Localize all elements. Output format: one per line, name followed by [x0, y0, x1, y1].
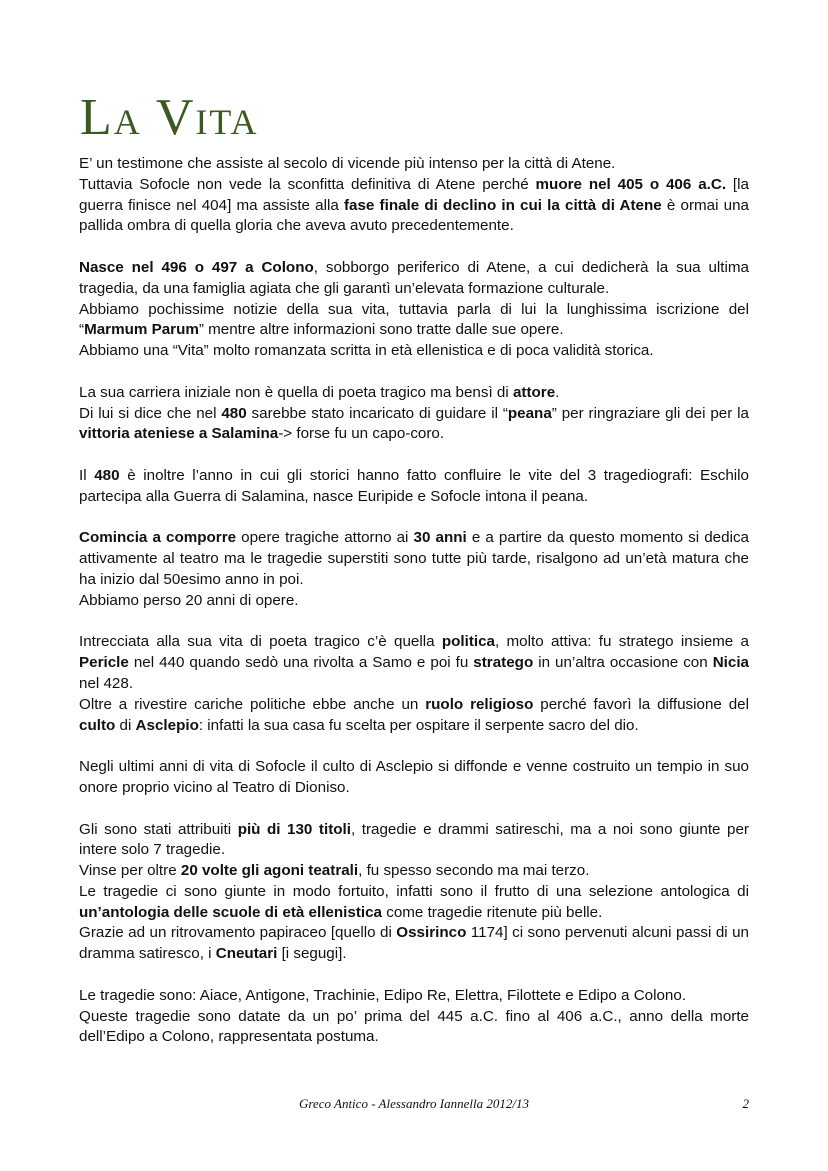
document-body — [79, 154, 749, 1069]
text-run: Negli ultimi anni di vita di Sofocle il culto di Asclepio si diffonde e venne costruito un tempio in suo onore proprio vicino al Teatro di Dioniso. — [79, 758, 749, 796]
bold-text: Nasce nel 496 o 497 a Colono — [79, 258, 314, 276]
text-run: [i segugi]. — [277, 945, 347, 963]
bold-text: Marmum Parum — [84, 321, 199, 339]
bold-text: Cneutari — [215, 945, 278, 963]
text-run: Abbiamo pochissime notizie della sua vita, tuttavia parla di lui la lunghissima iscrizione del “ — [79, 300, 749, 339]
text-run: ” mentre altre informazioni sono tratte dalle sue opere. — [198, 321, 564, 339]
text-run: è ormai una pallida ombra di quella gloria che aveva avuto precedentemente. — [79, 196, 749, 235]
bold-text: stratego — [473, 654, 534, 672]
text-run: La sua carriera iniziale non è quella di poeta tragico ma bensì di — [79, 383, 513, 401]
text-run: -> forse fu un capo-coro. — [278, 425, 445, 443]
text-run: Le tragedie sono: Aiace, Antigone, Trachinie, Edipo Re, Elettra, Filottete e Edipo a Colono. — [79, 986, 687, 1004]
text-run: in un’altra occasione con — [533, 654, 713, 672]
text-run: Abbiamo una “Vita” molto romanzata scritta in età ellenistica e di poca validità storica. — [79, 342, 654, 360]
paragraph — [79, 154, 749, 237]
text-run: , molto attiva: fu stratego insieme a — [495, 633, 749, 651]
text-run: Abbiamo perso 20 anni di opere. — [79, 591, 299, 609]
text-run: Queste tragedie sono datate da un po’ prima del 445 a.C. fino al 406 a.C., anno della morte dell’Edipo a Colono, rappresentata postuma. — [79, 1007, 749, 1046]
paragraph — [79, 466, 749, 508]
text-run: Vinse per oltre — [79, 862, 181, 880]
bold-text: attore — [512, 383, 556, 401]
text-run: Tuttavia Sofocle non vede la sconfitta definitiva di Atene perché — [79, 175, 536, 193]
text-run: [la guerra finisce nel 404] ma assiste alla — [79, 175, 749, 214]
bold-text: Comincia a comporre — [79, 529, 237, 547]
bold-text: 20 volte gli agoni teatrali — [180, 862, 359, 880]
text-run: , sobborgo periferico di Atene, a cui dedicherà la sua ultima tragedia, da una famiglia agiata che gli garantì un’elevata formazione culturale. — [79, 258, 749, 297]
bold-text: Asclepio — [135, 716, 199, 734]
bold-text: 480 — [221, 404, 247, 422]
text-run: Gli sono stati attribuiti — [79, 820, 238, 838]
text-run: Le tragedie ci sono giunte in modo fortuito, infatti sono il frutto di una selezione antologica di — [79, 882, 749, 900]
bold-text: Nicia — [712, 654, 749, 672]
bold-text: peana — [507, 404, 552, 422]
text-run: Oltre a rivestire cariche politiche ebbe anche un — [79, 695, 426, 713]
paragraph — [79, 757, 749, 799]
bold-text: politica — [441, 633, 496, 651]
text-run: è inoltre l’anno in cui gli storici hanno fatto confluire le vite del 3 tragediografi: Eschilo partecipa alla Guerra di Salamina, nasce Euripide e Sofocle intona il peana. — [79, 466, 749, 505]
page-title: La Vita — [80, 89, 259, 146]
text-run: Il — [79, 466, 95, 484]
bold-text: muore nel 405 o 406 a.C. — [535, 175, 727, 193]
page-footer — [79, 1096, 749, 1116]
footer-text: Greco Antico - Alessandro Iannella 2012/13 — [298, 1096, 529, 1111]
paragraph — [79, 632, 749, 736]
text-run: sarebbe stato incaricato di guidare il “ — [246, 404, 508, 422]
text-run: 1174] ci sono pervenuti alcuni passi di un dramma satiresco, i — [79, 924, 749, 963]
text-run: Di lui si dice che nel — [79, 404, 222, 422]
text-run: come tragedie ritenute più belle. — [382, 903, 603, 921]
bold-text: un’antologia delle scuole di età ellenistica — [79, 903, 382, 921]
page-number: 2 — [742, 1096, 749, 1111]
text-run: perché favorì la diffusione del — [533, 695, 749, 713]
text-run: di — [115, 716, 136, 734]
text-run: ” per ringraziare gli dei per la — [551, 404, 749, 422]
bold-text: 480 — [94, 466, 120, 484]
text-run: Intrecciata alla sua vita di poeta tragico c’è quella — [79, 633, 442, 651]
bold-text: Pericle — [79, 654, 129, 672]
text-run: nel 440 quando sedò una rivolta a Samo e poi fu — [128, 654, 474, 672]
text-run: Grazie ad un ritrovamento papiraceo [quello di — [79, 924, 397, 942]
paragraph — [79, 986, 749, 1048]
bold-text: fase finale di declino in cui la città di Atene — [343, 196, 662, 214]
paragraph — [79, 528, 749, 611]
paragraph — [79, 258, 749, 362]
paragraph — [79, 820, 749, 966]
text-run: : infatti la sua casa fu scelta per ospitare il serpente sacro del dio. — [198, 716, 639, 734]
text-run: opere tragiche attorno ai — [236, 529, 414, 547]
bold-text: vittoria ateniese a Salamina — [79, 425, 279, 443]
bold-text: culto — [79, 716, 116, 734]
text-run: , fu spesso secondo ma mai terzo. — [358, 862, 590, 880]
text-run: , tragedie e drammi satireschi, ma a noi sono giunte per intere solo 7 tragedie. — [79, 820, 749, 859]
bold-text: più di 130 titoli — [237, 820, 351, 838]
bold-text: Ossirinco — [396, 924, 467, 942]
text-run: E’ un testimone che assiste al secolo di vicende più intenso per la città di Atene. — [79, 155, 616, 172]
bold-text: ruolo religioso — [425, 695, 534, 713]
bold-text: 30 anni — [413, 529, 467, 547]
text-run: e a partire da questo momento si dedica attivamente al teatro ma le tragedie superstiti sono tutte più tarde, risalgono ad un’età matura che ha inizio dal 50esimo anno in poi. — [79, 529, 749, 588]
text-run: . — [555, 383, 560, 401]
paragraph — [79, 383, 749, 445]
text-run: nel 428. — [79, 674, 134, 692]
